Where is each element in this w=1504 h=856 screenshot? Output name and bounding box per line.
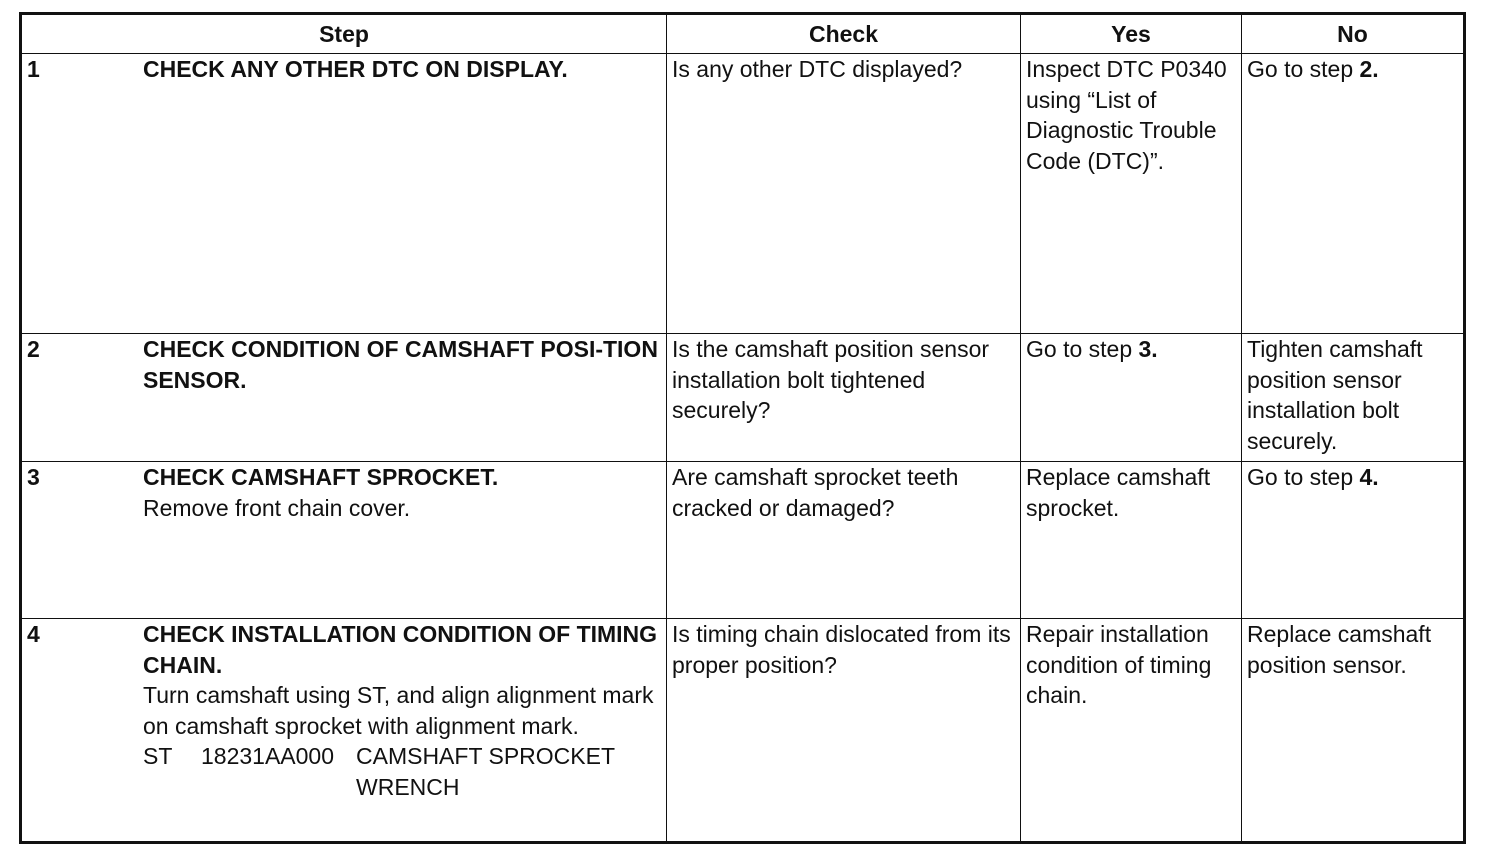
yes-cell: [1021, 334, 1242, 462]
step-title: CHECK CAMSHAFT SPROCKET.: [143, 464, 499, 490]
step-cell: [21, 619, 667, 843]
check-cell: Are camshaft sprocket teeth cracked or damaged?: [667, 462, 1021, 619]
no-cell: Replace camshaft position sensor.: [1242, 619, 1465, 843]
step-reference-link[interactable]: 4.: [1359, 464, 1379, 490]
step-title: CHECK INSTALLATION CONDITION OF TIMING CHAIN.: [143, 621, 658, 678]
special-tool-name-continued: WRENCH: [356, 773, 460, 800]
step-number: 2: [27, 336, 40, 362]
step-number: 3: [27, 464, 40, 490]
special-tool-label: ST: [143, 743, 173, 769]
yes-text: Go to step: [1026, 336, 1139, 362]
no-cell: [1242, 462, 1465, 619]
header-check: Check: [667, 14, 1021, 54]
special-tool-code: 18231AA000: [201, 743, 335, 769]
header-no: No: [1242, 14, 1465, 54]
step-reference-link[interactable]: 3.: [1138, 336, 1158, 362]
yes-cell: Replace camshaft sprocket.: [1021, 462, 1242, 619]
check-cell: Is the camshaft position sensor installation bolt tightened securely?: [667, 334, 1021, 462]
table-row: [21, 334, 1465, 462]
table-row: [21, 619, 1465, 843]
no-text: Go to step: [1247, 56, 1360, 82]
header-row: [21, 14, 1465, 54]
yes-cell: Inspect DTC P0340 using “List of Diagnostic Trouble Code (DTC)”.: [1021, 54, 1242, 334]
special-tool-name: CAMSHAFT SPROCKET: [356, 743, 615, 769]
header-step: Step: [21, 14, 667, 54]
special-tool-line: [143, 741, 661, 772]
step-title: CHECK ANY OTHER DTC ON DISPLAY.: [143, 56, 568, 82]
step-number: 4: [27, 621, 40, 647]
check-cell: Is timing chain dislocated from its proper position?: [667, 619, 1021, 843]
diagnostic-table: [19, 12, 1466, 844]
yes-cell: Repair installation condition of timing chain.: [1021, 619, 1242, 843]
header-yes: Yes: [1021, 14, 1242, 54]
check-cell: Is any other DTC displayed?: [667, 54, 1021, 334]
step-cell: [21, 462, 667, 619]
table-row: [21, 54, 1465, 334]
table-row: [21, 462, 1465, 619]
step-reference-link[interactable]: 2.: [1359, 56, 1379, 82]
step-title: CHECK CONDITION OF CAMSHAFT POSI-TION SENSOR.: [143, 336, 658, 393]
step-cell: [21, 54, 667, 334]
no-text: Go to step: [1247, 464, 1360, 490]
step-instruction: Turn camshaft using ST, and align alignment mark on camshaft sprocket with alignment mark.: [143, 682, 654, 739]
step-number: 1: [27, 56, 40, 82]
step-instruction: Remove front chain cover.: [143, 494, 411, 521]
no-cell: [1242, 54, 1465, 334]
no-cell: Tighten camshaft position sensor installation bolt securely.: [1242, 334, 1465, 462]
step-cell: [21, 334, 667, 462]
